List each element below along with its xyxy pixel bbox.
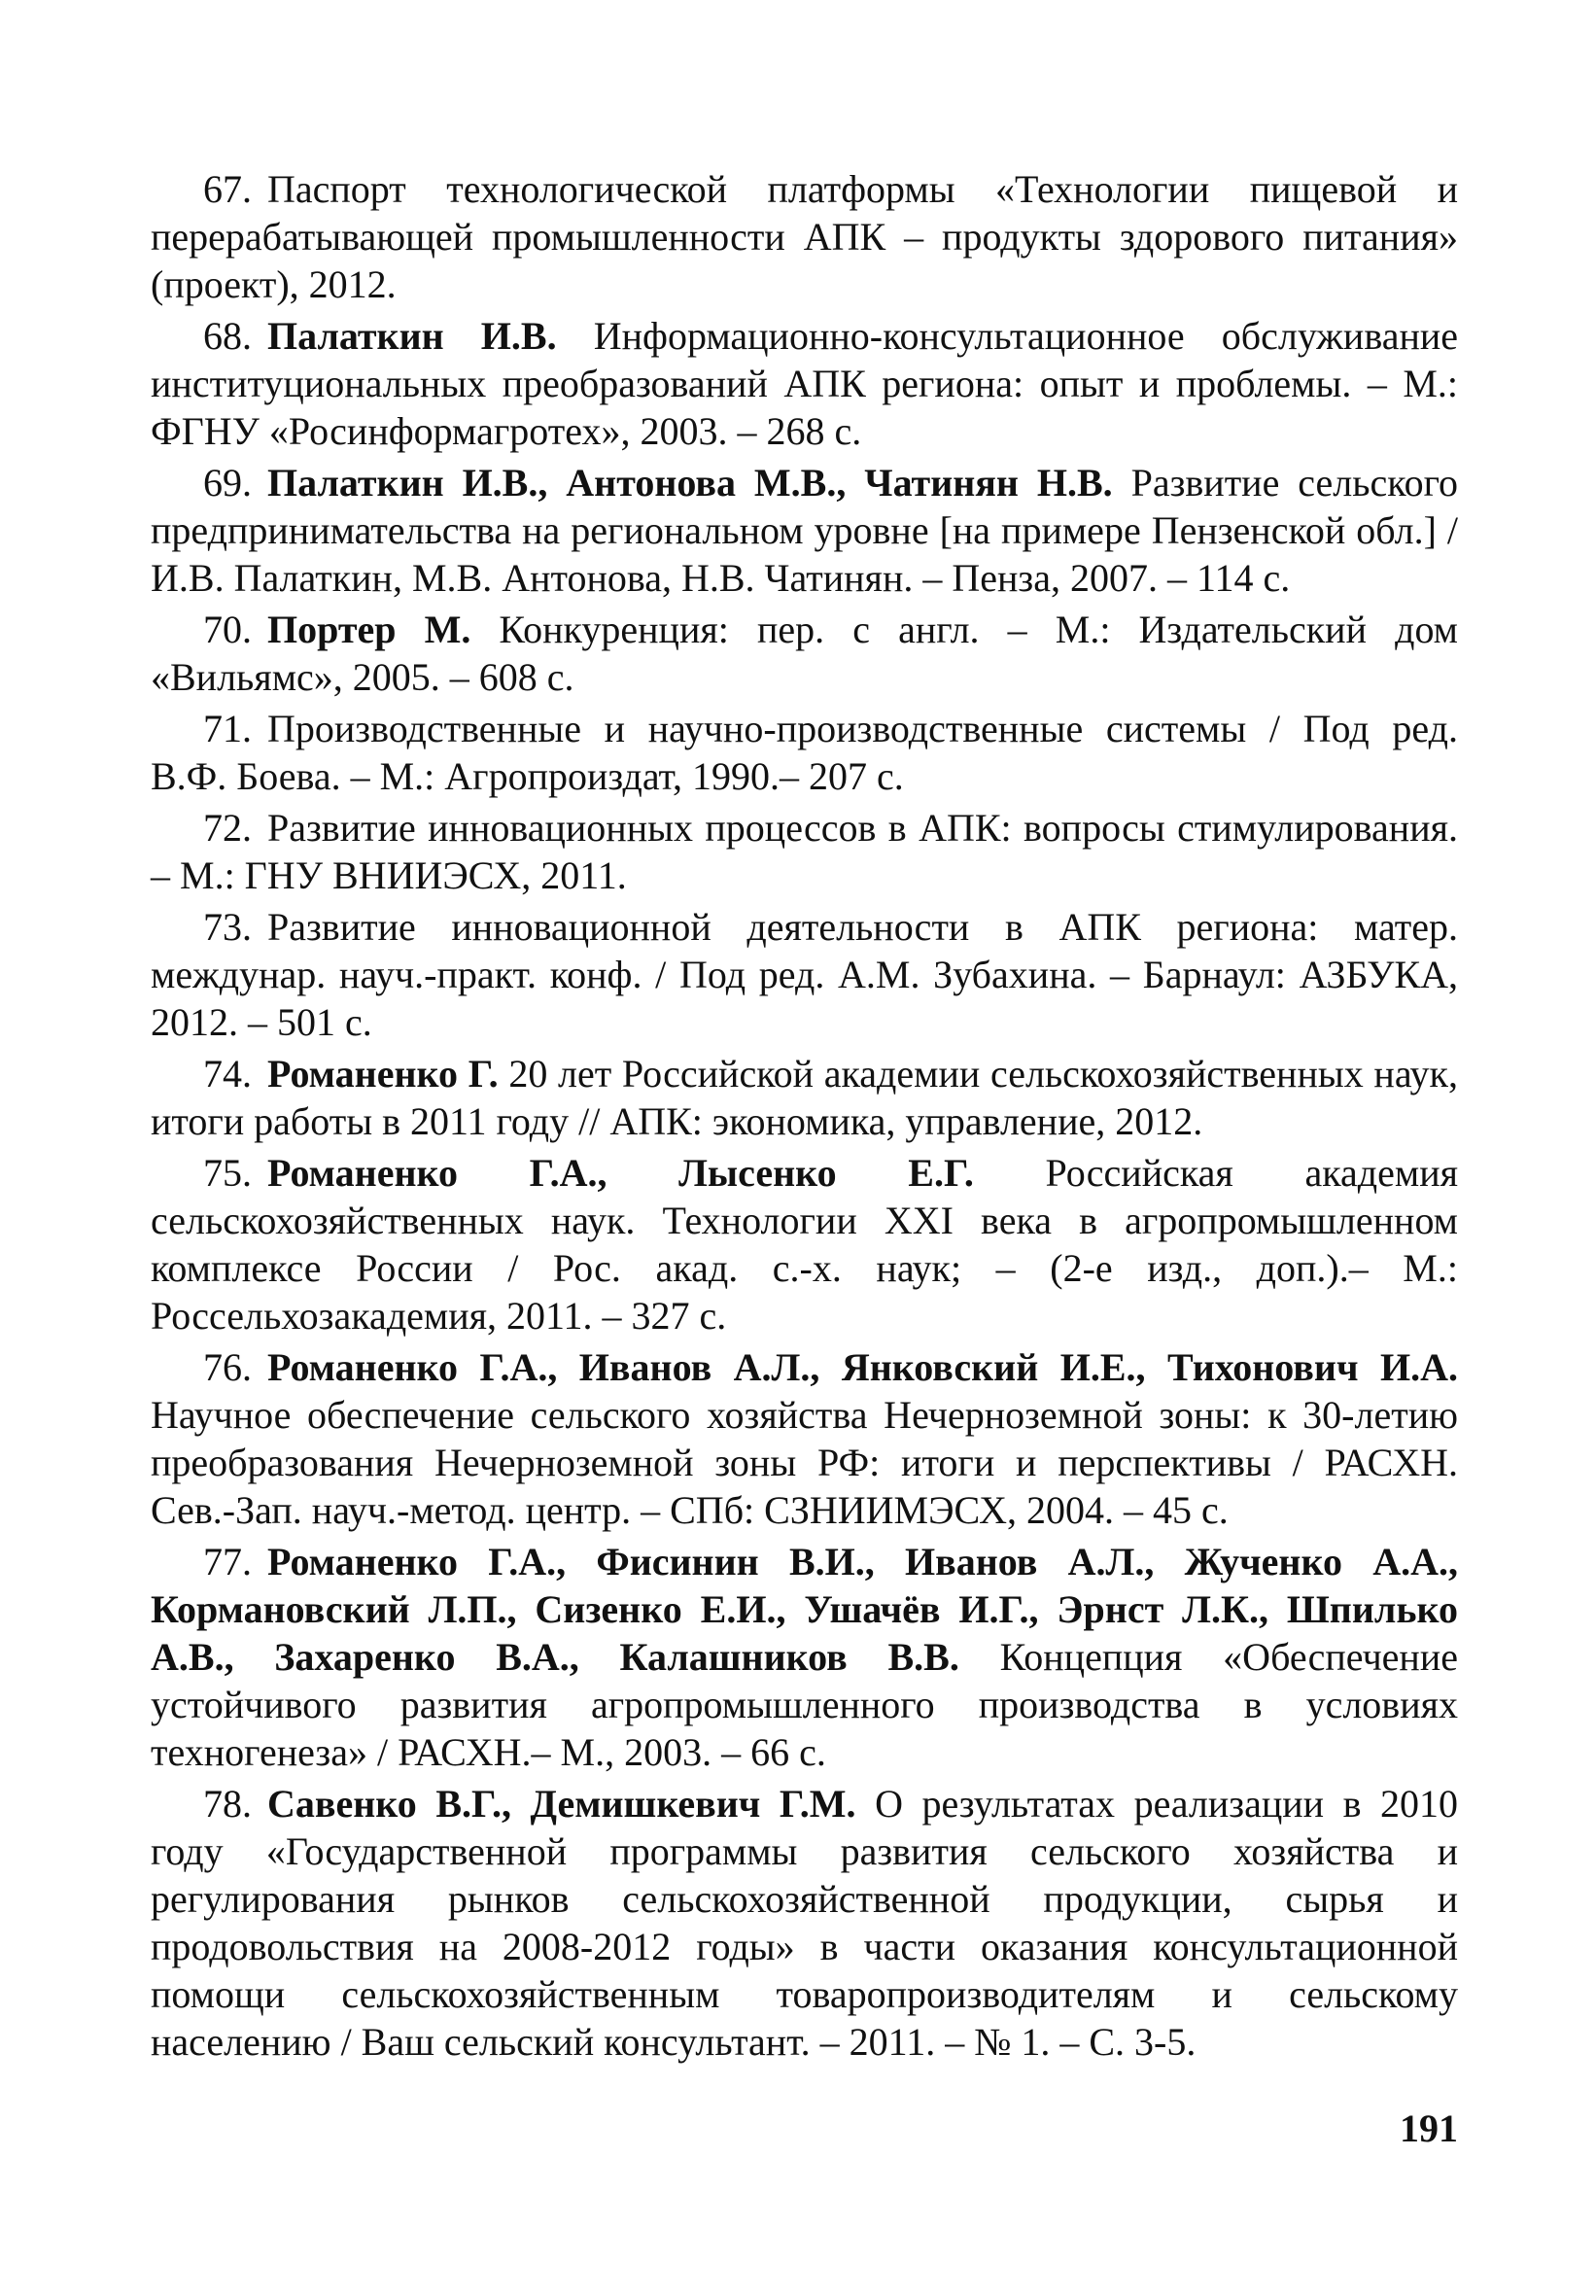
reference-number: 69. — [203, 461, 252, 504]
reference-number: 73. — [203, 905, 252, 949]
reference-authors: Романенко Г.А., Фисинин В.И., Иванов А.Л., Жученко А.А., Кормановский Л.П., Сизенко Е.И., Ушачёв И.Г., Эрнст Л.К., Шпилько А.В., Захаренко В.А., Калашников В.В. — [151, 1540, 1458, 1679]
reference-authors: Палаткин И.В. — [267, 314, 557, 358]
reference-authors: Савенко В.Г., Демишкевич Г.М. — [267, 1782, 856, 1826]
reference-authors: Романенко Г. — [267, 1052, 499, 1096]
reference-text: 20 лет Российской академии сельскохозяйственных наук, итоги работы в 2011 году // АПК: экономика, управление, 2012. — [151, 1052, 1458, 1143]
reference-entry-78 — [151, 1780, 1458, 2066]
reference-text: Развитие сельского предпринимательства на региональном уровне [на примере Пензенской обл.] / И.В. Палаткин, М.В. Антонова, Н.В. Чатинян. – Пенза, 2007. – 114 с. — [151, 461, 1459, 600]
reference-text: Развитие инновационных процессов в АПК: вопросы стимулирования. – М.: ГНУ ВНИИЭСХ, 2011. — [151, 806, 1458, 897]
reference-authors: Палаткин И.В., Антонова М.В., Чатинян Н.В. — [267, 461, 1113, 504]
reference-list — [151, 165, 1458, 2070]
reference-number: 71. — [203, 707, 252, 750]
reference-text: Конкуренция: пер. с англ. – М.: Издательский дом «Вильямс», 2005. – 608 с. — [151, 608, 1458, 699]
reference-text: Производственные и научно-производственные системы / Под ред. В.Ф. Боева. – М.: Агропроиздат, 1990.– 207 с. — [151, 707, 1458, 798]
reference-text: Концепция «Обеспечение устойчивого развития агропромышленного производства в условиях техногенеза» / РАСХН.– М., 2003. – 66 с. — [151, 1635, 1458, 1774]
reference-text: Развитие инновационной деятельности в АПК региона: матер. междунар. науч.-практ. конф. / Под ред. А.М. Зубахина. – Барнаул: АЗБУКА, 2012. – 501 с. — [151, 905, 1458, 1044]
reference-number: 67. — [203, 167, 252, 211]
reference-text: О результатах реализации в 2010 году «Государственной программы развития сельского хозяйства и регулирования рынков сельскохозяйственной продукции, сырья и продовольствия на 2008-2012 годы» в части оказания консультационной помощи сельскохозяйственным товаропроизводителям и сельскому населению / Ваш сельский консультант. – 2011. – № 1. – С. 3-5. — [151, 1782, 1458, 2064]
reference-entry-77 — [151, 1538, 1458, 1776]
reference-authors: Романенко Г.А., Иванов А.Л., Янковский И.Е., Тихонович И.А. — [267, 1345, 1458, 1389]
reference-number: 77. — [203, 1540, 252, 1583]
reference-number: 72. — [203, 806, 252, 850]
reference-authors: Романенко Г.А., Лысенко Е.Г. — [267, 1151, 974, 1195]
reference-authors: Портер М. — [267, 608, 471, 651]
reference-number: 75. — [203, 1151, 252, 1195]
reference-entry-72 — [151, 804, 1458, 899]
reference-entry-67 — [151, 165, 1458, 308]
reference-entry-76 — [151, 1343, 1458, 1534]
reference-text: Паспорт технологической платформы «Технологии пищевой и перерабатывающей промышленности АПК – продукты здорового питания» (проект), 2012. — [151, 167, 1458, 306]
reference-entry-70 — [151, 606, 1458, 701]
reference-entry-68 — [151, 312, 1458, 455]
reference-number: 70. — [203, 608, 252, 651]
reference-entry-74 — [151, 1050, 1458, 1145]
reference-text: Научное обеспечение сельского хозяйства Нечерноземной зоны: к 30-летию преобразования Нечерноземной зоны РФ: итоги и перспективы / РАСХН. Сев.-Зап. науч.-метод. центр. – СПб: СЗНИИМЭСХ, 2004. – 45 с. — [151, 1393, 1458, 1532]
page-number: 191 — [1400, 2106, 1458, 2150]
reference-number: 68. — [203, 314, 252, 358]
reference-number: 78. — [203, 1782, 252, 1826]
reference-entry-75 — [151, 1149, 1458, 1339]
reference-text: Информационно-консультационное обслуживание институциональных преобразований АПК региона: опыт и проблемы. – М.: ФГНУ «Росинформагротех», 2003. – 268 с. — [151, 314, 1459, 453]
reference-text: Российская академия сельскохозяйственных наук. Технологии XXI века в агропромышленном комплексе России / Рос. акад. с.-х. наук; – (2-е изд., доп.).– М.: Россельхозакадемия, 2011. – 327 с. — [151, 1151, 1459, 1338]
reference-number: 76. — [203, 1345, 252, 1389]
reference-entry-73 — [151, 903, 1458, 1046]
reference-entry-69 — [151, 459, 1458, 602]
reference-number: 74. — [203, 1052, 252, 1096]
reference-entry-71 — [151, 705, 1458, 800]
